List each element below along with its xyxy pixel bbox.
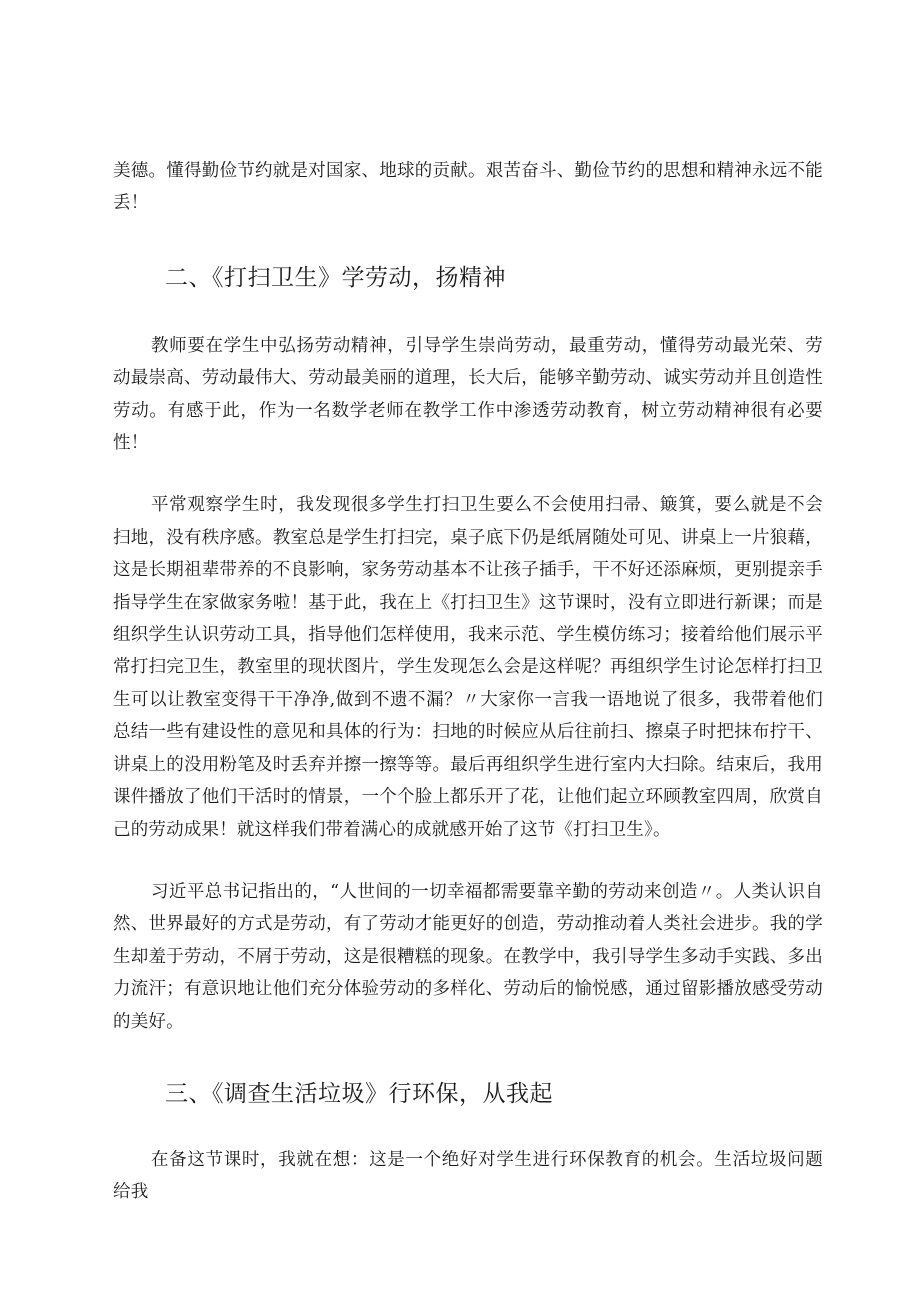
paragraph: 在备这节课时，我就在想：这是一个绝好对学生进行环保教育的机会。生活垃圾问题给我 xyxy=(113,1149,823,1203)
section-heading-three: 三、《调查生活垃圾》行环保，从我起 xyxy=(165,1080,553,1107)
paragraph: 平常观察学生时，我发现很多学生打扫卫生要么不会使用扫帚、簸箕，要么就是不会扫地，没有秩序感。教室总是学生打扫完，桌子底下仍是纸屑随处可见、讲桌上一片狼藉，这是长期祖辈带养的不良影响，家务劳动基本不让孩子插手，干不好还添麻烦，更别提亲手指导学生在家做家务啦！基于此，我在上《打扫卫生》这节课时，没有立即进行新课；而是组织学生认识劳动工具，指导他们怎样使用，我来示范、学生模仿练习；接着给他们展示平常打扫完卫生，教室里的现状图片，学生发现怎么会是这样呢？再组织学生讨论怎样打扫卫生可以让教室变得干干净净,做到不遗不漏？〃大家你一言我一语地说了很多，我带着他们总结一些有建设性的意见和具体的行为：扫地的时候应从后往前扫、擦桌子时把抹布拧干、讲桌上的没用粉笔及时丢弃并擦一擦等等。最后再组织学生进行室内大扫除。结束后，我用课件播放了他们干活时的情景，一个个脸上都乐开了花，让他们起立环顾教室四周，欣赏自己的劳动成果！就这样我们带着满心的成就感开始了这节《打扫卫生》。 xyxy=(113,495,823,840)
paragraph-continued: 美德。懂得勤俭节约就是对国家、地球的贡献。艰苦奋斗、勤俭节约的思想和精神永远不能丢！ xyxy=(113,161,823,214)
paragraph: 习近平总书记指出的，“人世间的一切幸福都需要靠辛勤的劳动来创造〃。人类认识自然、世界最好的方式是劳动，有了劳动才能更好的创造，劳动推动着人类社会进步。我的学生却羞于劳动，不屑于劳动，这是很糟糕的现象。在教学中，我引导学生多动手实践、多出力流汗；有意识地让他们充分体验劳动的多样化、劳动后的愉悦感，通过留影播放感受劳动的美好。 xyxy=(113,881,823,1032)
section-heading-two: 二、《打扫卫生》学劳动，扬精神 xyxy=(165,264,506,291)
document-body xyxy=(113,155,823,1209)
paragraph: 教师要在学生中弘扬劳动精神，引导学生崇尚劳动，最重劳动，懂得劳动最光荣、劳动最崇高、劳动最伟大、劳动最美丽的道理，长大后，能够辛勤劳动、诚实劳动并且创造性劳动。有感于此，作为一名数学老师在教学工作中渗透劳动教育，树立劳动精神很有必要性！ xyxy=(113,335,823,454)
